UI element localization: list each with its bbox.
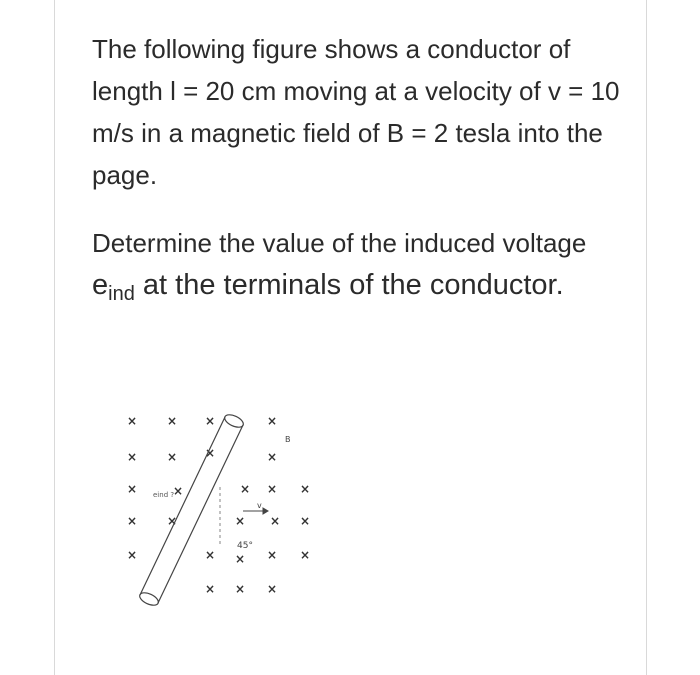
field-mark: × xyxy=(240,482,251,496)
problem-question xyxy=(92,222,622,315)
left-border xyxy=(54,0,55,675)
right-border xyxy=(646,0,647,675)
symbol-base: e xyxy=(92,269,109,301)
field-mark: × xyxy=(300,548,310,562)
conductor-figure xyxy=(95,395,310,615)
field-mark: × xyxy=(235,582,246,596)
angle-label: 45° xyxy=(237,541,253,551)
field-label-b: B xyxy=(285,435,291,444)
field-mark: × xyxy=(127,482,138,496)
field-mark: × xyxy=(300,514,310,528)
field-mark: × xyxy=(173,484,184,498)
field-mark: × xyxy=(205,446,216,460)
question-tail: at the terminals of the conductor. xyxy=(134,269,564,301)
field-mark: × xyxy=(235,514,246,528)
figure-drawing xyxy=(95,395,310,615)
field-mark: × xyxy=(167,450,178,464)
problem-statement: The following figure shows a conductor of length l = 20 cm moving at a velocity of v = 10 m/s in a magnetic field of B = 2 tesla into the page. xyxy=(92,34,620,190)
field-mark: × xyxy=(127,548,138,562)
field-mark: × xyxy=(267,582,278,596)
field-mark: × xyxy=(127,414,138,428)
field-mark: × xyxy=(267,414,278,428)
symbol-subscript: ind xyxy=(108,283,135,305)
field-mark: × xyxy=(167,514,178,528)
velocity-label: v xyxy=(257,501,262,510)
magnetic-field-marks xyxy=(127,414,310,596)
eind-label: eind ? xyxy=(153,491,175,499)
field-mark: × xyxy=(205,582,216,596)
field-mark: × xyxy=(167,414,178,428)
field-mark: × xyxy=(267,450,278,464)
field-mark: × xyxy=(127,450,138,464)
conductor-rod xyxy=(138,412,245,608)
field-mark: × xyxy=(235,552,246,566)
velocity-arrow xyxy=(243,508,268,514)
field-mark: × xyxy=(267,482,278,496)
question-lead: Determine the value of the induced voltage xyxy=(92,228,587,258)
field-mark: × xyxy=(267,548,278,562)
field-mark: × xyxy=(300,482,310,496)
field-mark: × xyxy=(127,514,138,528)
field-mark: × xyxy=(205,414,216,428)
induced-voltage-symbol xyxy=(92,269,564,305)
field-mark: × xyxy=(205,548,216,562)
question-text xyxy=(92,28,622,315)
field-mark: × xyxy=(270,514,281,528)
